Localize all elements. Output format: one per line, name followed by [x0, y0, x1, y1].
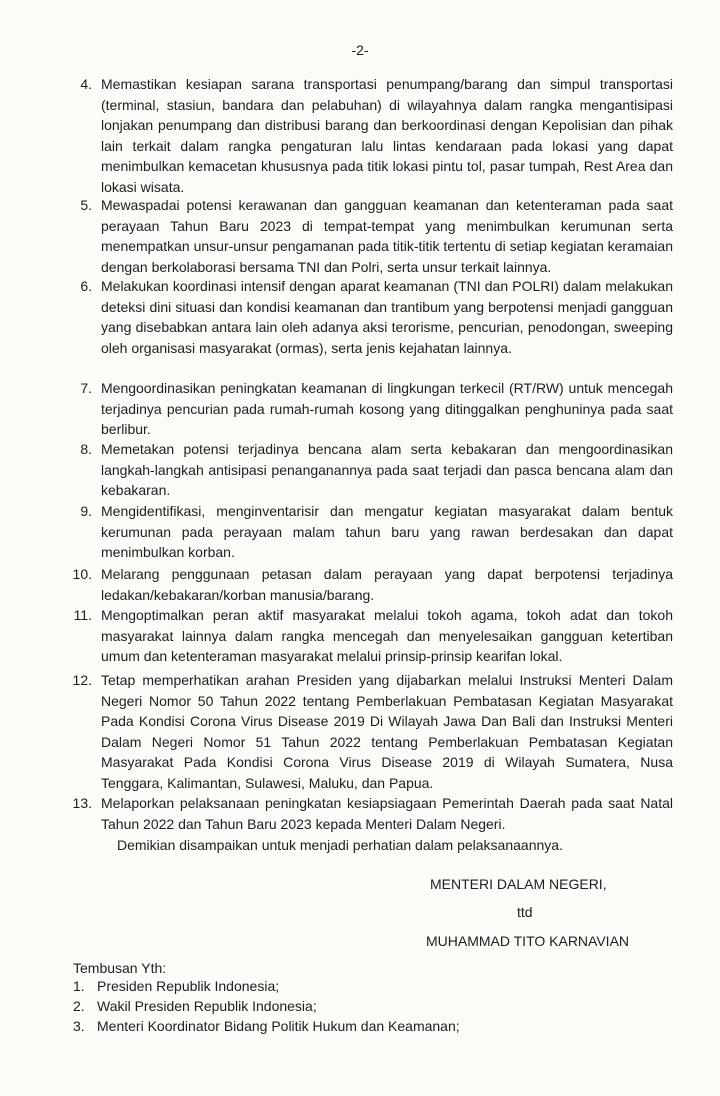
cc-item-number: 2. [73, 998, 85, 1014]
closing-text: Demikian disampaikan untuk menjadi perhatian dalam pelaksanaannya. [117, 837, 563, 853]
item-text: Mewaspadai potensi kerawanan dan gangguan keamanan dan ketenteraman pada saat perayaan Tahun Baru 2023 di tempat-tempat yang menimbulkan kerumunan serta menempatkan unsur-unsur pengamanan pada titik-titik tertentu di setiap kegiatan keramaian dengan berkolaborasi bersama TNI dan Polri, serta unsur terkait lainnya. [101, 197, 673, 275]
item-text: Melarang penggunaan petasan dalam perayaan yang dapat berpotensi terjadinya ledakan/kebakaran/korban manusia/barang. [101, 566, 673, 603]
item-number: 8. [80, 441, 92, 457]
cc-item-number: 1. [73, 978, 85, 994]
cc-title: Tembusan Yth: [73, 960, 167, 976]
item-number: 9. [80, 503, 92, 519]
item-number: 13. [72, 795, 92, 811]
item-text: Memetakan potensi terjadinya bencana alam serta kebakaran dan mengoordinasikan langkah-langkah antisipasi penanganannya pada saat terjadi dan pasca bencana alam dan kebakaran. [101, 441, 673, 498]
cc-item-text: Wakil Presiden Republik Indonesia; [97, 998, 317, 1014]
item-number: 11. [73, 607, 92, 623]
item-text: Mengoptimalkan peran aktif masyarakat melalui tokoh agama, tokoh adat dan tokoh masyarakat lainnya dalam rangka mencegah dan menyelesaikan gangguan ketertiban umum dan ketenteraman masyarakat melalui prinsip-prinsip kearifan lokal. [101, 607, 673, 664]
signature-mark: ttd [517, 904, 533, 920]
page-number: -2- [351, 42, 369, 58]
signatory-name: MUHAMMAD TITO KARNAVIAN [426, 933, 630, 949]
item-number: 5. [80, 197, 92, 213]
item-text: Tetap memperhatikan arahan Presiden yang dijabarkan melalui Instruksi Menteri Dalam Negeri Nomor 50 Tahun 2022 tentang Pemberlakuan Pembatasan Kegiatan Masyarakat Pada Kondisi Corona Virus Disease 2019 Di Wilayah Jawa Dan Bali dan Instruksi Menteri Dalam Negeri Nomor 51 Tahun 2022 tentang Pemberlakuan Pembatasan Kegiatan Masyarakat Pada Kondisi Corona Virus Disease 2019 di Wilayah Sumatera, Nusa Tenggara, Kalimantan, Sulawesi, Maluku, dan Papua. [101, 672, 673, 791]
item-text: Mengoordinasikan peningkatan keamanan di lingkungan terkecil (RT/RW) untuk mencegah terjadinya pencurian pada rumah-rumah kosong yang ditinggalkan penghuninya pada saat berlibur. [101, 380, 673, 437]
item-number: 4. [80, 76, 92, 92]
item-number: 10. [72, 566, 92, 582]
cc-item-text: Menteri Koordinator Bidang Politik Hukum dan Keamanan; [97, 1018, 460, 1034]
item-text: Melakukan koordinasi intensif dengan aparat keamanan (TNI dan POLRI) dalam melakukan deteksi dini situasi dan kondisi keamanan dan trantibum yang berpotensi menjadi gangguan yang disebabkan antara lain oleh adanya aksi terorisme, pencurian, penodongan, sweeping oleh organisasi masyarakat (ormas), serta jenis kejahatan lainnya. [101, 278, 673, 356]
cc-item-number: 3. [73, 1018, 85, 1034]
item-number: 7. [80, 380, 92, 396]
signatory-title: MENTERI DALAM NEGERI, [430, 876, 607, 892]
item-text: Memastikan kesiapan sarana transportasi penumpang/barang dan simpul transportasi (terminal, stasiun, bandara dan pelabuhan) di wilayahnya dalam rangka mengantisipasi lonjakan penumpang dan distribusi barang dan berkoordinasi dengan Kepolisian dan pihak lain terkait dalam rangka pengaturan lalu lintas kendaraan pada lokasi yang dapat menimbulkan kemacetan khususnya pada titik lokasi pintu tol, pasar tumpah, Rest Area dan lokasi wisata. [101, 76, 673, 195]
item-text: Mengidentifikasi, menginventarisir dan mengatur kegiatan masyarakat dalam bentuk kerumunan pada perayaan malam tahun baru yang rawan berdesakan dan dapat menimbulkan korban. [101, 503, 673, 560]
item-text: Melaporkan pelaksanaan peningkatan kesiapsiagaan Pemerintah Daerah pada saat Natal Tahun 2022 dan Tahun Baru 2023 kepada Menteri Dalam Negeri. [101, 795, 673, 832]
cc-item-text: Presiden Republik Indonesia; [97, 978, 280, 994]
item-number: 12. [72, 672, 92, 688]
item-number: 6. [80, 278, 92, 294]
